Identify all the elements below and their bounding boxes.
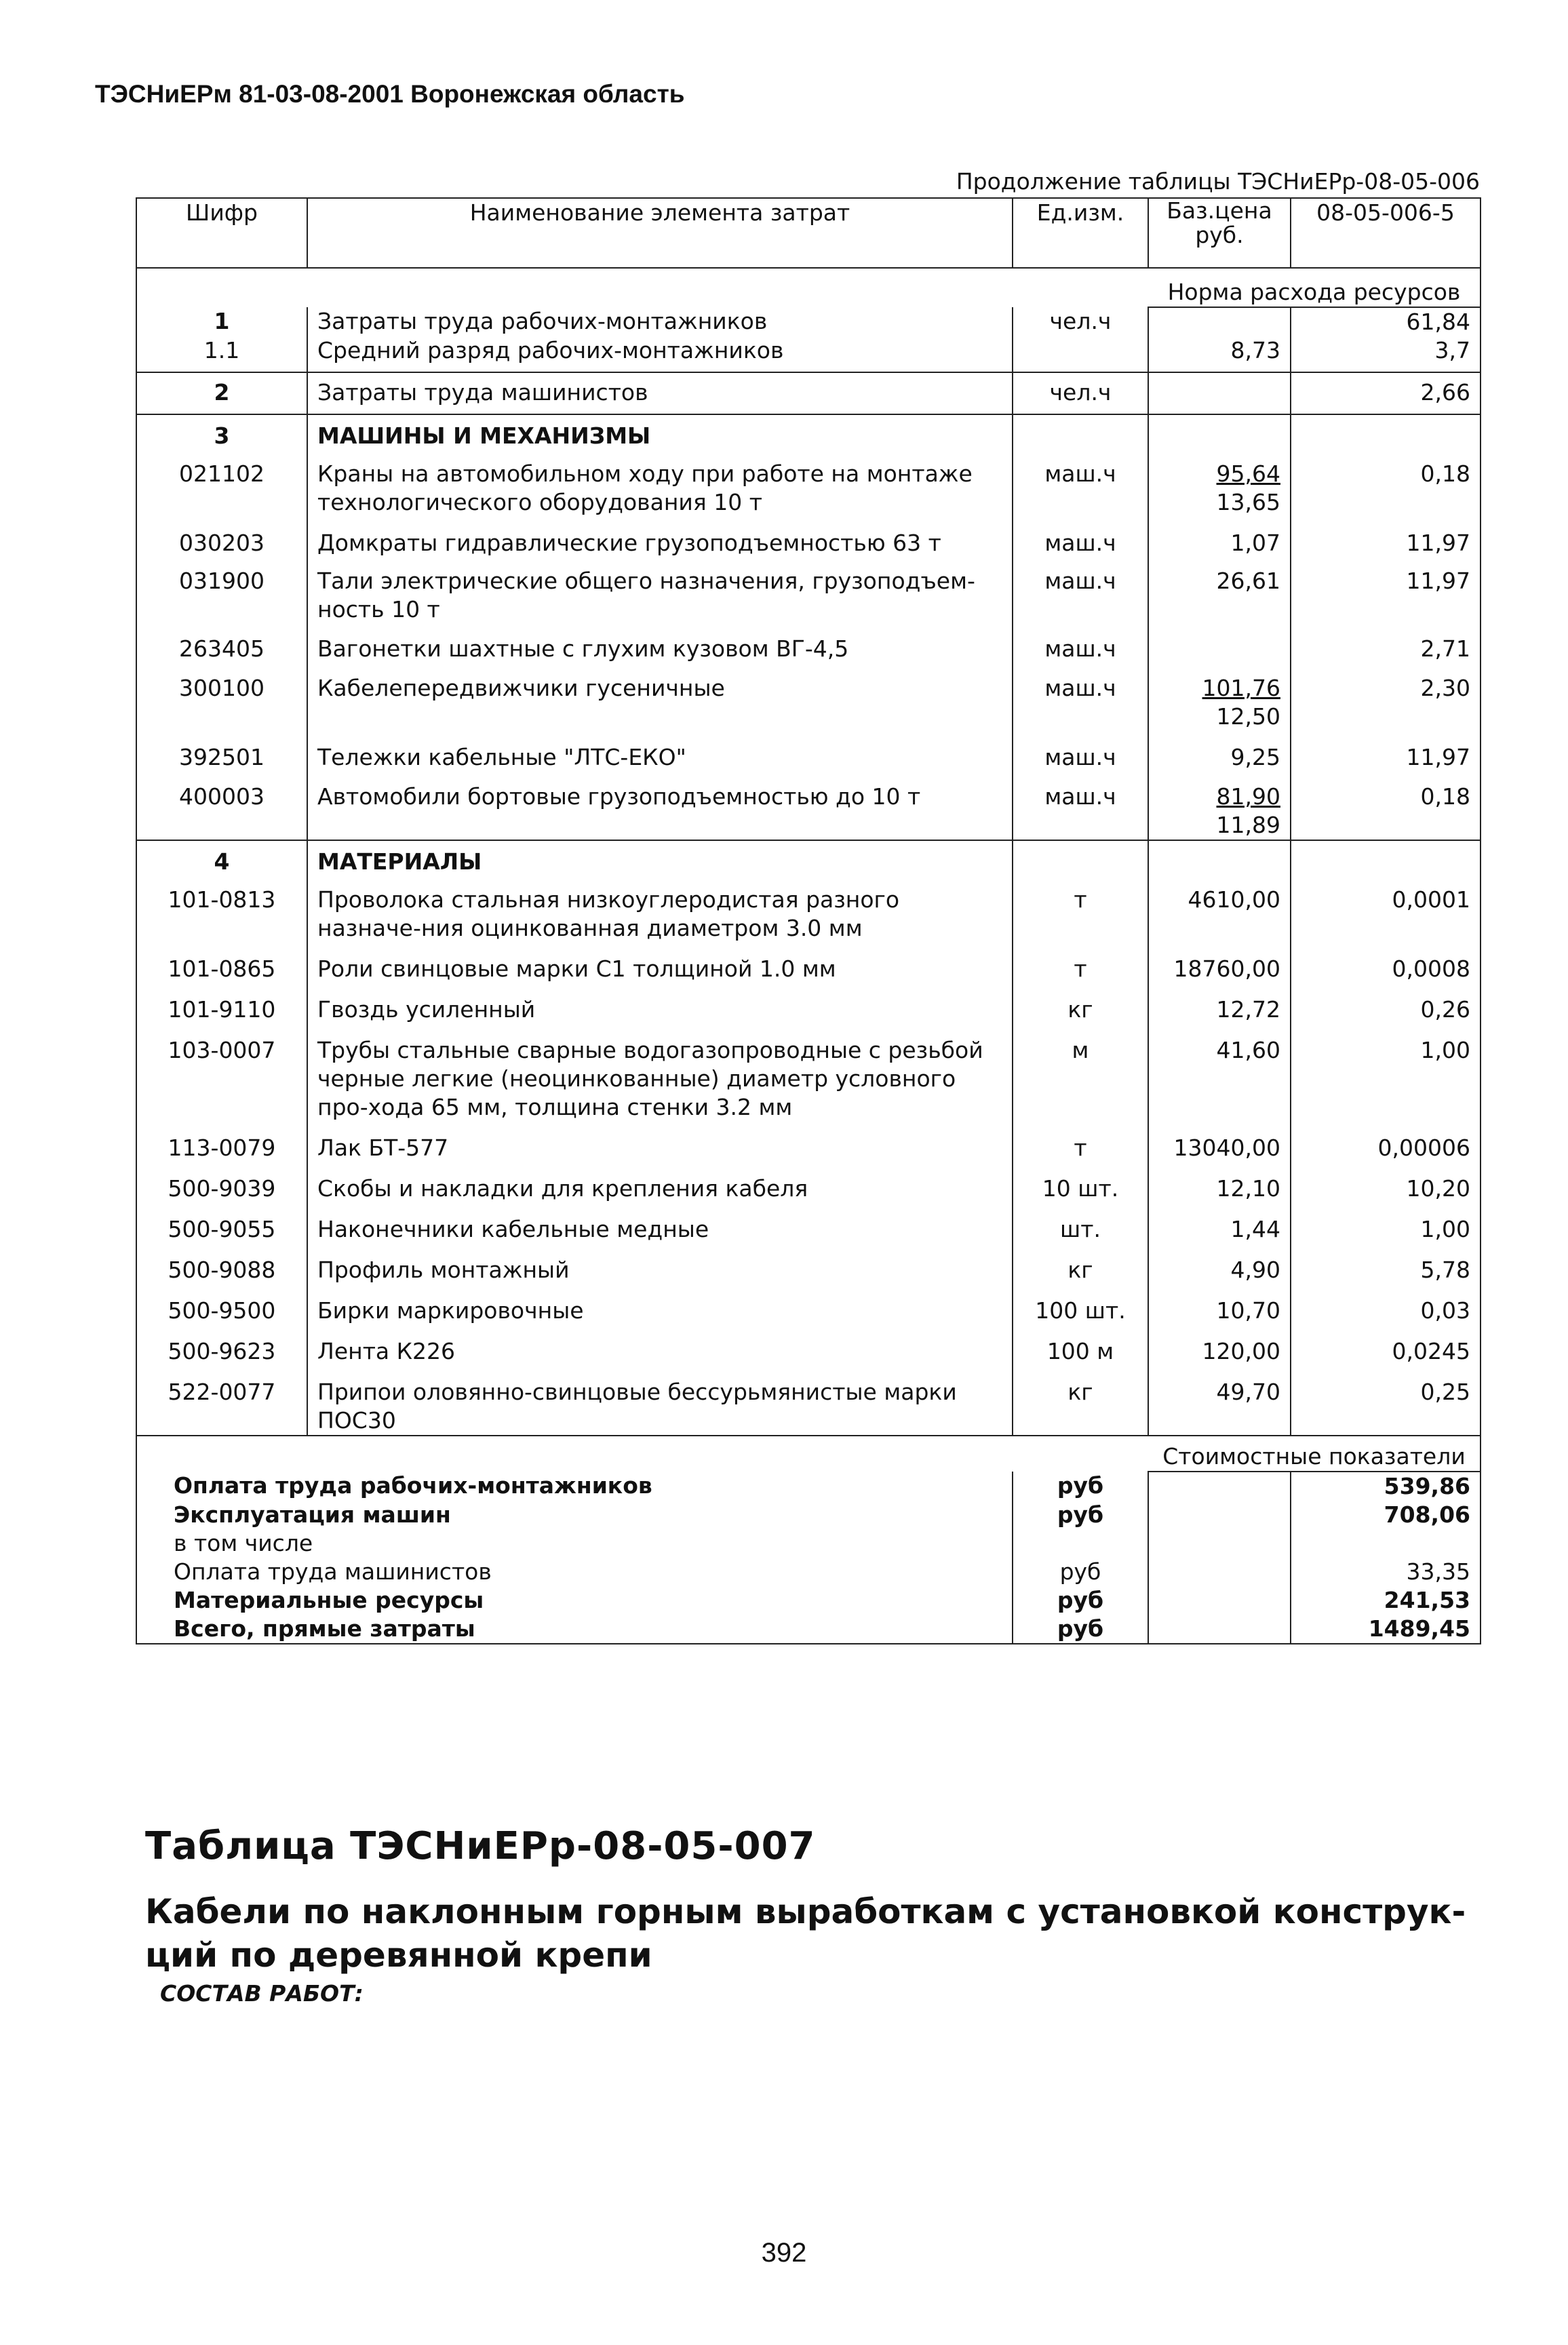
price-base-value: 101,76 [1202,675,1280,701]
table-row: 392501 Тележки кабельные "ЛТС-ЕКО" маш.ч 9,25 11,97 [136,731,1481,772]
summary-row: Оплата труда машинистов руб 33,35 [136,1558,1481,1586]
table-row: 1.1 Средний разряд рабочих-монтажников 8,73 3,7 [136,336,1481,372]
resource-table [136,197,1481,1644]
summary-row: Оплата труда рабочих-монтажников руб 539,86 [136,1472,1481,1501]
summary-row: в том числе [136,1529,1481,1558]
column-header-unit: Ед.изм. [1013,198,1148,268]
works-composition-title: СОСТАВ РАБОТ: [160,1980,364,2007]
table-row: 030203 Домкраты гидравлические грузоподъемностью 63 т маш.ч 1,07 11,97 [136,517,1481,557]
price-base-value: 95,64 [1216,460,1280,487]
next-table-title: Таблица ТЭСНиЕРр-08-05-007 [145,1824,816,1868]
table-row: 101-0813 Проволока стальная низкоуглеродистая разного назначе-ния оцинкованная диаметром 3.0 мм т 4610,00 0,0001 [136,886,1481,943]
price-value: 12,50 [1216,703,1280,730]
summary-row-total: Всего, прямые затраты руб 1489,45 [136,1615,1481,1644]
summary-row: Материальные ресурсы руб 241,53 [136,1586,1481,1615]
page-number: 392 [761,2238,807,2268]
table-row: 263405 Вагонетки шахтные с глухим кузовом ВГ-4,5 маш.ч 2,71 [136,624,1481,663]
table-row: 1 Затраты труда рабочих-монтажников чел.ч 61,84 [136,307,1481,336]
table-row: 2 Затраты труда машинистов чел.ч 2,66 [136,372,1481,414]
table-row: 021102 Краны на автомобильном ходу при работе на монтаже технологического оборудования 10 т маш.ч 95,64 13,65 0,18 [136,460,1481,517]
table-continuation-note: Продолжение таблицы ТЭСНиЕРр-08-05-006 [956,168,1480,195]
price-base-value: 81,90 [1216,783,1280,810]
table-row: 500-9088 Профиль монтажный кг 4,90 5,78 [136,1244,1481,1284]
table-row: 522-0077 Припои оловянно-свинцовые бессурьмянистые марки ПОС30 кг 49,70 0,25 [136,1366,1481,1436]
table-row: 101-0865 Роли свинцовые марки С1 толщиной 1.0 мм т 18760,00 0,0008 [136,943,1481,983]
column-header-price: Баз.цена руб. [1148,198,1291,268]
section-row-materials: 4 МАТЕРИАЛЫ [136,840,1481,886]
table-row: 031900 Тали электрические общего назначения, грузоподъем-ность 10 т маш.ч 26,61 11,97 [136,557,1481,624]
table-row: 300100 Кабелепередвижчики гусеничные маш.ч 101,76 12,50 2,30 [136,663,1481,731]
cost-header-row [136,1436,1481,1472]
column-header-norm: 08-05-006-5 [1291,198,1481,268]
norm-header-row [136,268,1481,307]
table-row: 400003 Автомобили бортовые грузоподъемностью до 10 т маш.ч 81,90 11,89 0,18 [136,772,1481,840]
table-row: 500-9039 Скобы и накладки для крепления кабеля 10 шт. 12,10 10,20 [136,1162,1481,1203]
table-header-row [136,198,1481,268]
page-header: ТЭСНиЕРм 81-03-08-2001 Воронежская область [95,80,685,108]
cost-header: Стоимостные показатели [1148,1436,1481,1472]
price-value: 13,65 [1216,489,1280,515]
price-value: 11,89 [1216,812,1280,838]
table-row: 500-9055 Наконечники кабельные медные шт. 1,44 1,00 [136,1203,1481,1244]
next-table-subtitle: Кабели по наклонным горным выработкам с установкой конструк-ций по деревянной крепи [145,1892,1466,1975]
column-header-code: Шифр [136,198,307,268]
table-row: 101-9110 Гвоздь усиленный кг 12,72 0,26 [136,983,1481,1024]
column-header-name: Наименование элемента затрат [307,198,1013,268]
table-row: 500-9623 Лента К226 100 м 120,00 0,0245 [136,1325,1481,1366]
section-row-machines: 3 МАШИНЫ И МЕХАНИЗМЫ [136,414,1481,460]
table-row: 500-9500 Бирки маркировочные 100 шт. 10,70 0,03 [136,1284,1481,1325]
norm-header: Норма расхода ресурсов [1148,268,1481,307]
table-row: 113-0079 Лак БТ-577 т 13040,00 0,00006 [136,1122,1481,1162]
summary-row: Эксплуатация машин руб 708,06 [136,1501,1481,1529]
table-row: 103-0007 Трубы стальные сварные водогазопроводные с резьбой черные легкие (неоцинкованные) диаметр условного про-хода 65 мм, толщина стенки 3.2 мм м 41,60 1,00 [136,1024,1481,1122]
